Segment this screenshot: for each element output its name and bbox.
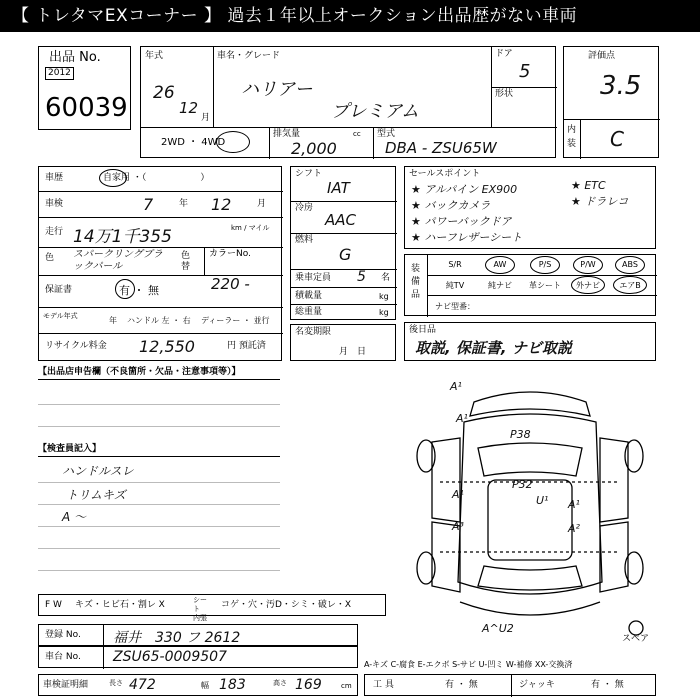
deadline-unit: 月 日 bbox=[339, 347, 367, 357]
month-unit: 月 bbox=[201, 113, 211, 123]
owner-circle bbox=[99, 169, 127, 187]
cert-label: 車検証明細 bbox=[43, 680, 89, 690]
rear-window-shape bbox=[478, 566, 582, 590]
capacity-value: 5 bbox=[357, 269, 366, 285]
year-value: 26 bbox=[153, 83, 175, 103]
later-text: 取説, 保証書, ナビ取説 bbox=[415, 339, 572, 357]
car-grade: プレミアム bbox=[331, 101, 420, 122]
model-year-unit: 年 bbox=[109, 316, 117, 325]
inspection-month: 12 bbox=[211, 195, 232, 214]
damage-mark: A¹ bbox=[450, 380, 462, 393]
equip-ps: P/S bbox=[538, 260, 552, 269]
load-label: 積載量 bbox=[295, 291, 323, 301]
displacement-value: 2,000 bbox=[291, 139, 337, 158]
equip-pw-circle bbox=[573, 256, 603, 274]
rear-bumper-shape bbox=[460, 602, 600, 615]
damage-mark: P38 bbox=[510, 428, 531, 441]
sheet-items: コゲ・穴・汚D・シミ・破レ・X bbox=[221, 600, 352, 610]
gross-unit: kg bbox=[379, 308, 389, 317]
sales-points-label: セールスポイント bbox=[409, 169, 481, 179]
fw-label: F W bbox=[45, 600, 62, 610]
equip-aw: AW bbox=[493, 260, 507, 269]
mileage-label: 走行 bbox=[45, 227, 64, 237]
chassis-label: 車台 No. bbox=[45, 652, 81, 662]
chassis-box bbox=[38, 646, 358, 668]
score-box bbox=[563, 46, 659, 158]
sales-point-item: ★ アルパイン EX900 bbox=[411, 183, 518, 196]
sales-point-item: ★ ドラレコ bbox=[571, 195, 629, 208]
equip-airbag-circle bbox=[613, 276, 647, 294]
sales-points-box bbox=[404, 166, 656, 249]
dimensions-box bbox=[38, 674, 358, 696]
damage-mark: A¹ bbox=[456, 412, 468, 425]
mileage-value: 14万1千355 bbox=[73, 227, 172, 247]
length-label: 長さ bbox=[109, 679, 123, 687]
score-exterior: 3.5 bbox=[600, 71, 642, 101]
spare-label: スペア bbox=[622, 634, 650, 644]
fuel-value: G bbox=[339, 245, 352, 264]
shift-label: シフト bbox=[295, 169, 323, 179]
equip-abs-circle bbox=[615, 256, 645, 274]
width-label: 幅 bbox=[201, 681, 209, 690]
car-name: ハリアー bbox=[241, 79, 313, 100]
fw-box bbox=[38, 594, 386, 622]
car-info-box bbox=[140, 46, 556, 158]
equip-ext-navi: 外ナビ bbox=[576, 281, 600, 290]
recycle-label: リサイクル料金 bbox=[45, 341, 107, 351]
recycle-amount: 12,550 bbox=[139, 337, 195, 356]
drive-circle bbox=[216, 131, 250, 153]
mileage-unit: km / マイル bbox=[231, 224, 270, 232]
inspection-year: 7 bbox=[143, 195, 154, 214]
doors-value: 5 bbox=[519, 61, 531, 82]
width-value: 183 bbox=[219, 677, 246, 693]
deadline-label: 名変期限 bbox=[295, 327, 332, 337]
equipment-box bbox=[404, 254, 656, 316]
jack-label: ジャッキ bbox=[519, 680, 555, 690]
capacity-unit: 名 bbox=[381, 273, 391, 283]
reg-value: 福井 330 フ 2612 bbox=[113, 630, 241, 646]
damage-legend: A-キズ C-腐食 E-エクボ S-サビ U-凹ミ W-補修 XX-交換済 bbox=[364, 660, 573, 669]
door-label: ドア bbox=[495, 49, 513, 59]
model-year-label: モデル年式 bbox=[43, 312, 78, 320]
load-unit: kg bbox=[379, 292, 389, 301]
car-body-outline bbox=[458, 414, 602, 594]
inspector-note-line: ハンドルスレ bbox=[62, 464, 134, 478]
spec-box bbox=[290, 166, 396, 320]
sales-point-item: ★ ハーフレザーシート bbox=[411, 231, 523, 244]
equip-airbag: エアB bbox=[619, 281, 641, 290]
equip-leather: 革シート bbox=[529, 281, 561, 290]
windshield-shape bbox=[478, 443, 582, 476]
length-value: 472 bbox=[129, 677, 156, 693]
ac-label: 冷房 bbox=[295, 203, 314, 213]
equip-pw: P/W bbox=[580, 260, 596, 269]
spare-tire-icon bbox=[629, 621, 643, 635]
sales-point-item: ★ バックカメラ bbox=[411, 199, 491, 212]
inspector-notes-label: 【検査員記入】 bbox=[38, 444, 102, 454]
deadline-box bbox=[290, 324, 396, 361]
sales-point-item: ★ ETC bbox=[571, 179, 606, 192]
shape-label: 形状 bbox=[495, 89, 514, 99]
year-stamp: 2012 bbox=[45, 67, 74, 80]
inspection-label: 車検 bbox=[45, 199, 64, 209]
damage-mark: A² bbox=[568, 522, 580, 535]
chassis-value: ZSU65-0009507 bbox=[113, 649, 227, 665]
panel-divider-lines bbox=[440, 482, 620, 552]
damage-mark: A³ bbox=[452, 520, 464, 533]
damage-mark: P32 bbox=[512, 478, 533, 491]
color-no-label: カラーNo. bbox=[209, 249, 251, 259]
color-value: スパークリングブラックパール bbox=[73, 249, 163, 272]
vehicle-damage-diagram bbox=[404, 372, 656, 638]
later-label: 後日品 bbox=[409, 325, 437, 335]
equip-aw-circle bbox=[485, 256, 515, 274]
interior-label: 内装 bbox=[567, 125, 577, 149]
equipment-label: 装備品 bbox=[411, 264, 421, 300]
tools-label: 工 具 bbox=[373, 680, 394, 690]
dealer-label: ディーラー ・ 並行 bbox=[201, 316, 270, 325]
displacement-label: 排気量 bbox=[273, 129, 301, 139]
seller-notes-label: 【出品店申告欄（不良箇所・欠品・注意事項等）】 bbox=[38, 367, 241, 377]
handle-label: ハンドル 左 ・ 右 bbox=[127, 316, 191, 325]
year-label: 年式 bbox=[145, 51, 164, 61]
history-box bbox=[38, 166, 282, 361]
equip-ps-circle bbox=[530, 256, 560, 274]
score-interior: C bbox=[610, 127, 624, 151]
later-items-box bbox=[404, 322, 656, 361]
damage-mark: U¹ bbox=[536, 494, 549, 507]
color-sublabel: 色替 bbox=[181, 251, 191, 272]
height-label: 高さ bbox=[273, 679, 287, 687]
height-value: 169 bbox=[295, 677, 322, 693]
auction-sheet-header: 【 トレタマEXコーナー 】 過去１年以上オークション出品歴がない車両 bbox=[0, 0, 700, 32]
roof-shape bbox=[488, 480, 572, 560]
recycle-unit: 円 預託済 bbox=[227, 341, 266, 351]
gross-label: 総重量 bbox=[295, 307, 323, 317]
equip-abs: ABS bbox=[622, 260, 638, 269]
front-bumper-shape bbox=[470, 392, 590, 416]
drive-label: 2WD ・ 4WD bbox=[161, 137, 226, 148]
sales-point-item: ★ パワーバックドア bbox=[411, 215, 512, 228]
warranty-label: 保証書 bbox=[45, 285, 73, 295]
tools-value: 有 ・ 無 bbox=[445, 680, 478, 690]
fw-items: キズ・ヒビ石・割レ X bbox=[75, 600, 165, 610]
equip-ext-navi-circle bbox=[571, 276, 605, 294]
equip-pure-tv: 純TV bbox=[445, 281, 465, 290]
left-front-panel bbox=[432, 438, 460, 522]
equip-sr: S/R bbox=[448, 260, 462, 269]
owner-label: 車歴 bbox=[45, 173, 64, 183]
color-no-value: 220 - bbox=[211, 275, 250, 293]
inspection-month-unit: 月 bbox=[257, 199, 267, 209]
damage-mark: A¹ bbox=[568, 498, 580, 511]
damage-mark: A¹ bbox=[452, 488, 464, 501]
inspection-year-unit: 年 bbox=[179, 199, 189, 209]
right-rear-panel bbox=[600, 522, 628, 592]
equip-pure-navi: 純ナビ bbox=[488, 281, 512, 290]
navi-model-label: ナビ型番： bbox=[435, 302, 475, 311]
tools-box bbox=[364, 674, 656, 696]
lot-label: 出品 No. bbox=[49, 50, 101, 65]
registration-box bbox=[38, 624, 358, 646]
right-front-panel bbox=[600, 438, 628, 522]
warranty-options: 有 ・ 無 bbox=[119, 284, 159, 297]
ac-value: AAC bbox=[325, 211, 356, 229]
sheet-label: シート 内張 bbox=[193, 596, 207, 622]
inspector-note-line: A ～ bbox=[62, 510, 87, 524]
jack-value: 有 ・ 無 bbox=[591, 680, 624, 690]
shift-value: IAT bbox=[327, 179, 350, 197]
displacement-unit: cc bbox=[353, 130, 361, 138]
capacity-label: 乗車定員 bbox=[295, 273, 332, 283]
month-value: 12 bbox=[179, 99, 199, 117]
name-label: 車名・グレード bbox=[217, 51, 281, 61]
type-value: DBA - ZSU65W bbox=[385, 139, 497, 157]
type-label: 型式 bbox=[377, 129, 396, 139]
score-label: 評価点 bbox=[588, 51, 616, 61]
fuel-label: 燃料 bbox=[295, 235, 314, 245]
lot-number: 60039 bbox=[45, 93, 128, 123]
lot-number-box bbox=[38, 46, 131, 130]
inspector-note-line: トリムキズ bbox=[66, 488, 126, 502]
color-label: 色 bbox=[45, 253, 55, 263]
damage-mark: A^U2 bbox=[482, 622, 514, 635]
warranty-circle bbox=[115, 279, 135, 299]
dimension-unit: cm bbox=[341, 682, 352, 690]
reg-label: 登録 No. bbox=[45, 630, 81, 640]
owner-options: 自家用 ・（ ） bbox=[103, 173, 210, 183]
